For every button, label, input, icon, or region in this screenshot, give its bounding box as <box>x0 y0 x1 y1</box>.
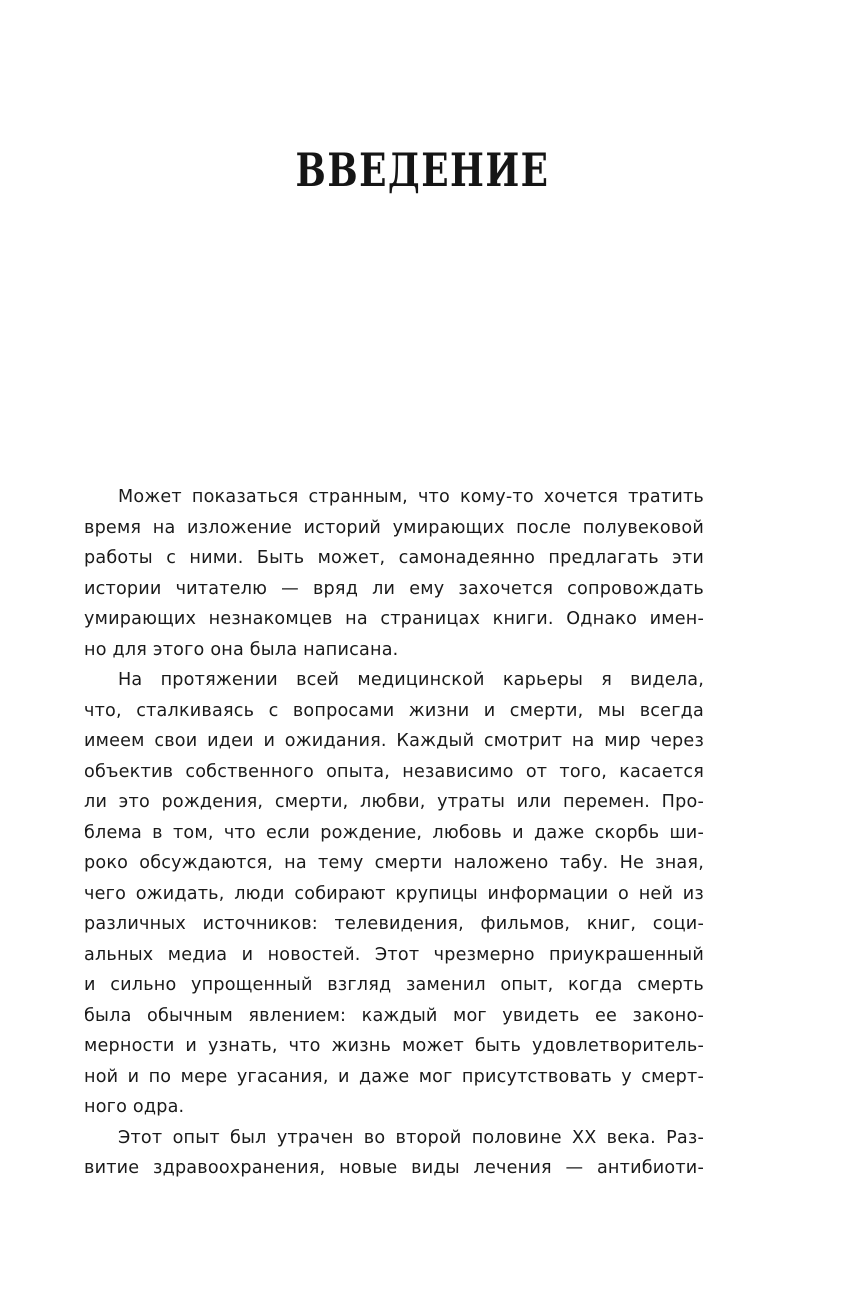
text-line: была обычным явлением: каждый мог увидеть ее законо- <box>84 1005 704 1026</box>
text-line: ного одра. <box>84 1097 185 1117</box>
chapter-title: ВВЕДЕНИЕ <box>295 143 550 197</box>
text-line: мерности и узнать, что жизнь может быть удовлетворитель- <box>84 1036 704 1056</box>
body-text <box>84 482 704 1184</box>
text-line: что, сталкиваясь с вопросами жизни и смерти, мы всегда <box>84 700 704 721</box>
text-line: чего ожидать, люди собирают крупицы информации о ней из <box>84 883 704 904</box>
text-line: но для этого она была написана. <box>84 639 399 660</box>
text-line: ной и по мере угасания, и даже мог присутствовать у смерт- <box>84 1066 704 1087</box>
text-line: работы с ними. Быть может, самонадеянно предлагать эти <box>84 548 704 568</box>
text-line: Этот опыт был утрачен во второй половине XX века. Раз- <box>118 1127 704 1148</box>
text-line: Может показаться странным, что кому-то хочется тратить <box>118 487 704 507</box>
text-line: время на изложение историй умирающих после полувековой <box>84 517 704 538</box>
text-line: ли это рождения, смерти, любви, утраты или перемен. Про- <box>84 792 704 812</box>
text-line: блема в том, что если рождение, любовь и даже скорбь ши- <box>84 822 704 843</box>
text-line: умирающих незнакомцев на страницах книги. Однако имен- <box>84 609 704 629</box>
text-line: имеем свои идеи и ожидания. Каждый смотрит на мир через <box>84 731 704 751</box>
text-line: истории читателю — вряд ли ему захочется сопровождать <box>84 578 704 599</box>
text-line: и сильно упрощенный взгляд заменил опыт, когда смерть <box>84 975 704 995</box>
text-line: альных медиа и новостей. Этот чрезмерно приукрашенный <box>84 944 704 965</box>
text-line: На протяжении всей медицинской карьеры я видела, <box>118 670 704 690</box>
text-line: различных источников: телевидения, фильмов, книг, соци- <box>84 914 704 934</box>
text-line: витие здравоохранения, новые виды лечения — антибиоти- <box>84 1158 704 1178</box>
text-line: роко обсуждаются, на тему смерти наложено табу. Не зная, <box>84 853 704 873</box>
text-line: объектив собственного опыта, независимо от того, касается <box>84 761 704 782</box>
